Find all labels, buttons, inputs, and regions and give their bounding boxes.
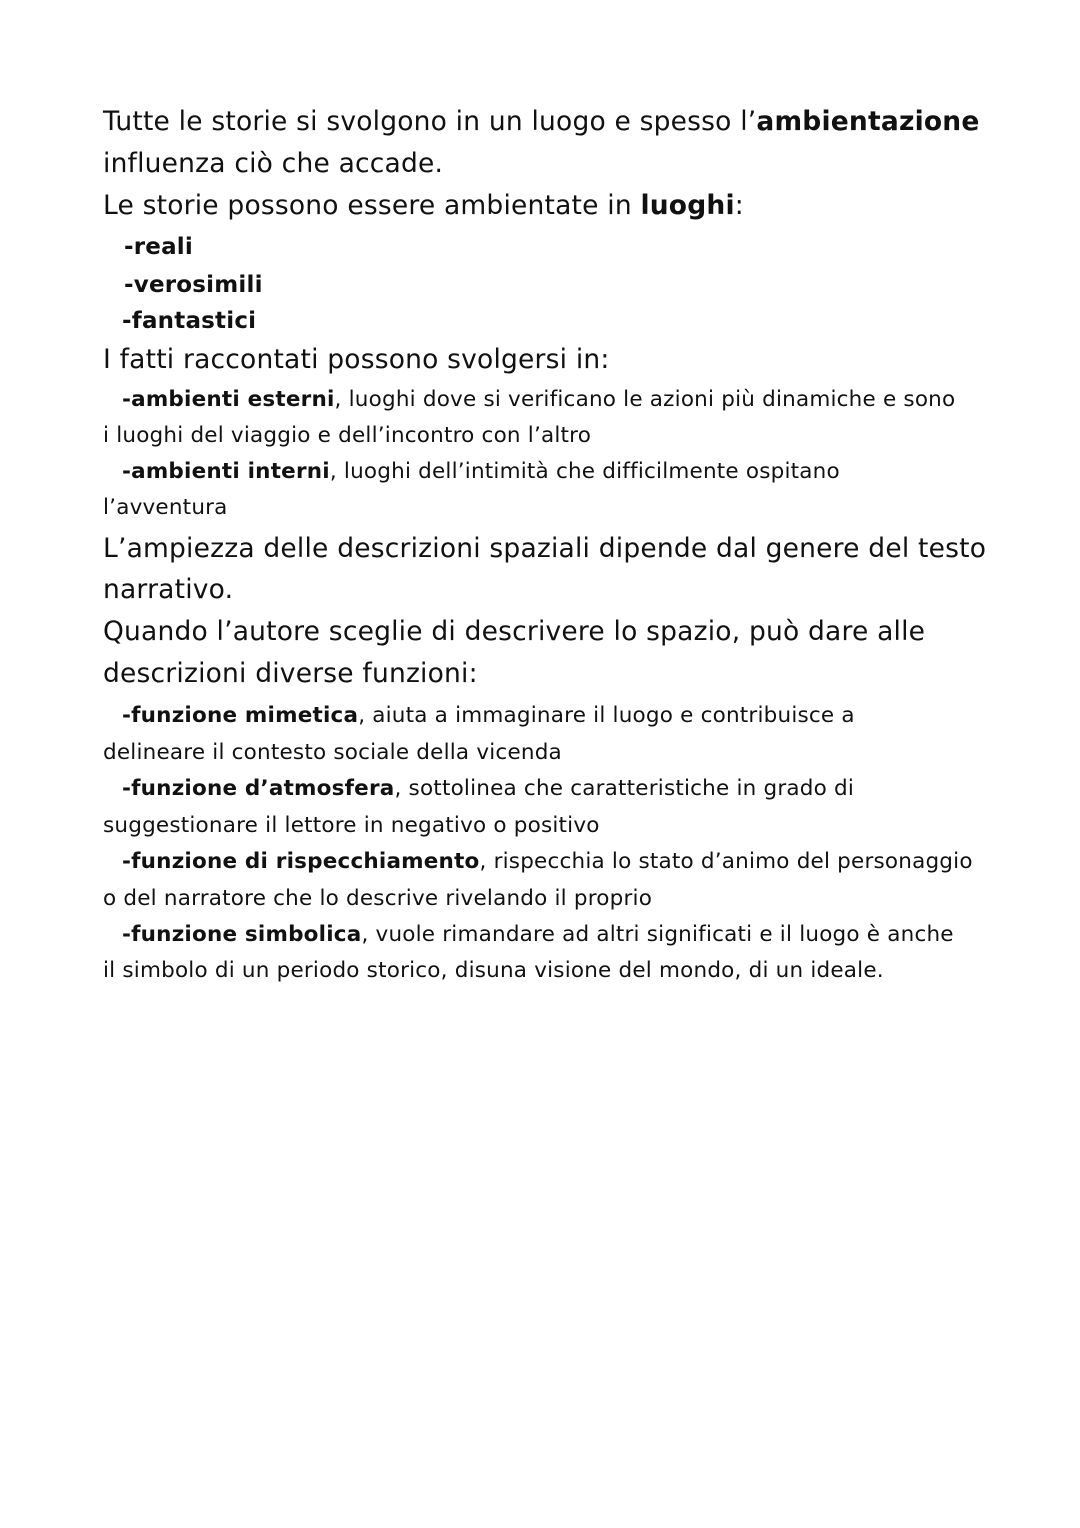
- environment-esterni-line-2: i luoghi del viaggio e dell’incontro con l’altro: [103, 423, 592, 448]
- environment-esterni-line-1: [122, 382, 955, 418]
- environment-text: , luoghi dell’intimità che difficilmente ospitano: [329, 459, 840, 484]
- function-term: -funzione simbolica: [122, 922, 362, 947]
- function-rispecchiamento-line-1: [122, 844, 973, 880]
- function-simbolica-line-2: il simbolo di un periodo storico, disuna visione del mondo, di un ideale.: [103, 958, 884, 983]
- author-line-2: descrizioni diverse funzioni:: [103, 658, 478, 689]
- term-ambientazione: ambientazione: [756, 106, 980, 137]
- function-mimetica-line-1: [122, 698, 855, 734]
- breadth-line-2: narrativo.: [103, 574, 234, 605]
- environment-interni-line-2: l’avventura: [103, 495, 228, 520]
- function-term: -funzione d’atmosfera: [122, 776, 395, 801]
- environment-interni-line-1: [122, 454, 840, 490]
- function-term: -funzione di rispecchiamento: [122, 849, 480, 874]
- intro-line-3-colon: :: [734, 190, 744, 221]
- environment-term: -ambienti esterni: [122, 387, 335, 412]
- intro-line-2: influenza ciò che accade.: [103, 148, 444, 179]
- function-atmosfera-line-2: suggestionare il lettore in negativo o positivo: [103, 813, 600, 838]
- function-text: , rispecchia lo stato d’animo del personaggio: [479, 849, 973, 874]
- place-item-fantastici: [122, 303, 256, 339]
- intro-line-3: [103, 186, 744, 226]
- intro-line-3-text: Le storie possono essere ambientate in: [103, 190, 641, 221]
- environment-text: , luoghi dove si verificano le azioni più dinamiche e sono: [334, 387, 956, 412]
- place-term: -verosimili: [124, 272, 263, 298]
- place-item-reali: [124, 229, 193, 265]
- function-text: , vuole rimandare ad altri significati e il luogo è anche: [361, 922, 954, 947]
- place-term: -reali: [124, 234, 193, 260]
- facts-intro: I fatti raccontati possono svolgersi in:: [103, 344, 610, 375]
- function-text: , sottolinea che caratteristiche in grado di: [394, 776, 855, 801]
- place-term: -fantastici: [122, 308, 257, 334]
- place-item-verosimili: [124, 267, 263, 303]
- function-rispecchiamento-line-2: o del narratore che lo descrive rivelando il proprio: [103, 886, 653, 911]
- breadth-line-1: L’ampiezza delle descrizioni spaziali dipende dal genere del testo: [103, 533, 987, 564]
- term-luoghi: luoghi: [640, 190, 735, 221]
- intro-line-1-text: Tutte le storie si svolgono in un luogo e spesso l’: [103, 106, 757, 137]
- function-mimetica-line-2: delineare il contesto sociale della vicenda: [103, 740, 562, 765]
- function-text: , aiuta a immaginare il luogo e contribuisce a: [358, 703, 855, 728]
- function-simbolica-line-1: [122, 917, 954, 953]
- environment-term: -ambienti interni: [122, 459, 330, 484]
- author-line-1: Quando l’autore sceglie di descrivere lo spazio, può dare alle: [103, 616, 926, 647]
- function-term: -funzione mimetica: [122, 703, 359, 728]
- function-atmosfera-line-1: [122, 771, 854, 807]
- intro-line-1: [103, 102, 980, 142]
